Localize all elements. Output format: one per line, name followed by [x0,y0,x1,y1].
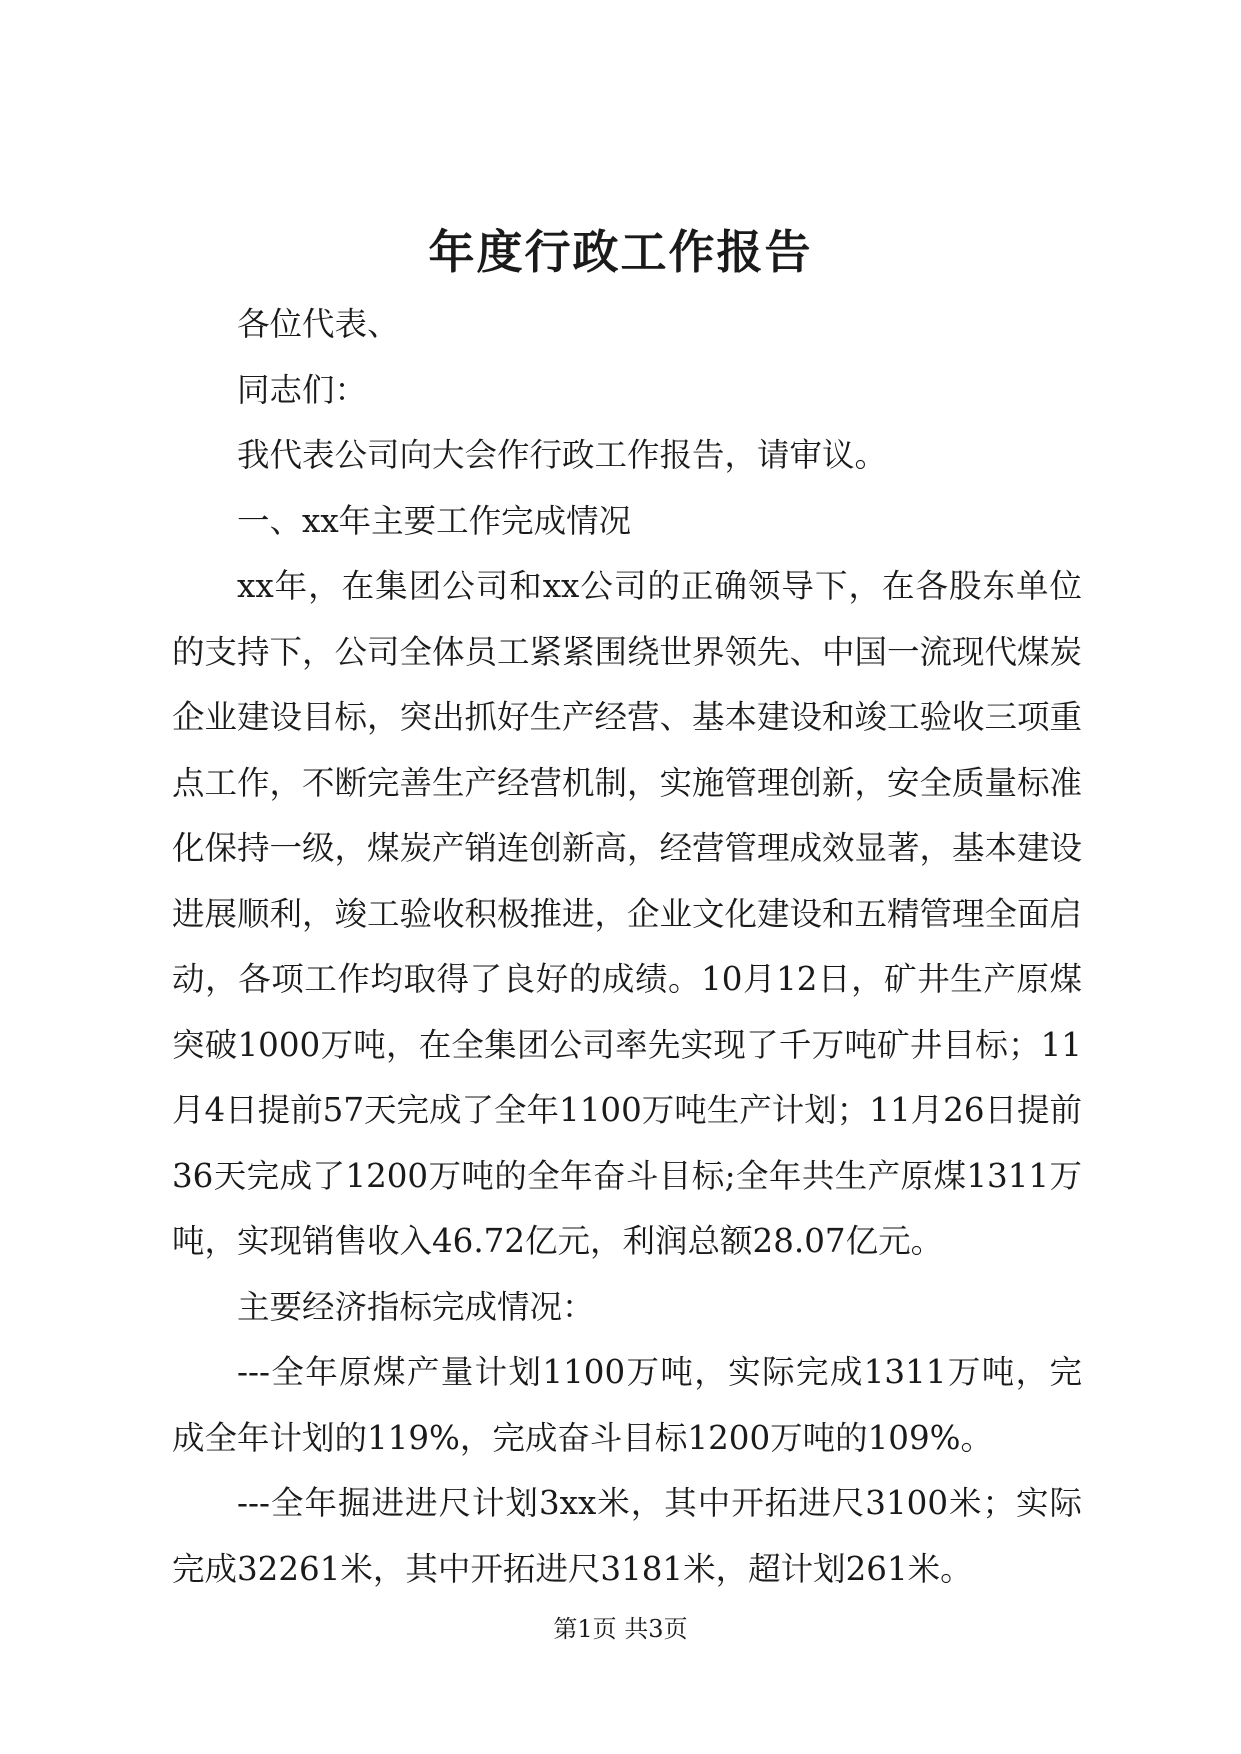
document-body [172,292,1082,1602]
paragraph-salutation-2: 同志们： [237,370,368,409]
paragraph-intro: 我代表公司向大会作行政工作报告，请审议。 [237,436,888,474]
paragraph-tunneling: ---全年掘进进尺计划3xx米，其中开拓进尺3100米；实际完成32261米，其中开拓进尺3181米，超计划261米。 [172,1484,1082,1588]
page-number-footer: 第1页 共3页 [553,1615,688,1643]
paragraph-summary: xx年，在集团公司和xx公司的正确领导下，在各股东单位的支持下，公司全体员工紧紧围绕世界领先、中国一流现代煤炭企业建设目标，突出抓好生产经营、基本建设和竣工验收三项重点工作，不断完善生产经营机制，实施管理创新，安全质量标准化保持一级，煤炭产销连创新高，经营管理成效显著，基本建设进展顺利，竣工验收积极推进，企业文化建设和五精管理全面启动，各项工作均取得了良好的成绩。10月12日，矿井生产原煤突破1000万吨，在全集团公司率先实现了千万吨矿井目标；11月4日提前57天完成了全年1100万吨生产计划；11月26日提前36天完成了1200万吨的全年奋斗目标;全年共生产原煤1311万吨，实现销售收入46.72亿元，利润总额28.07亿元。 [172,567,1083,1260]
paragraph-salutation-1: 各位代表、 [237,305,400,343]
paragraph-coal-output: ---全年原煤产量计划1100万吨，实际完成1311万吨，完成全年计划的119%，完成奋斗目标1200万吨的109%。 [172,1353,1082,1457]
section-heading: 一、xx年主要工作完成情况 [237,501,632,540]
document-title: 年度行政工作报告 [428,225,813,279]
paragraph-indicators-heading: 主要经济指标完成情况： [237,1287,595,1326]
